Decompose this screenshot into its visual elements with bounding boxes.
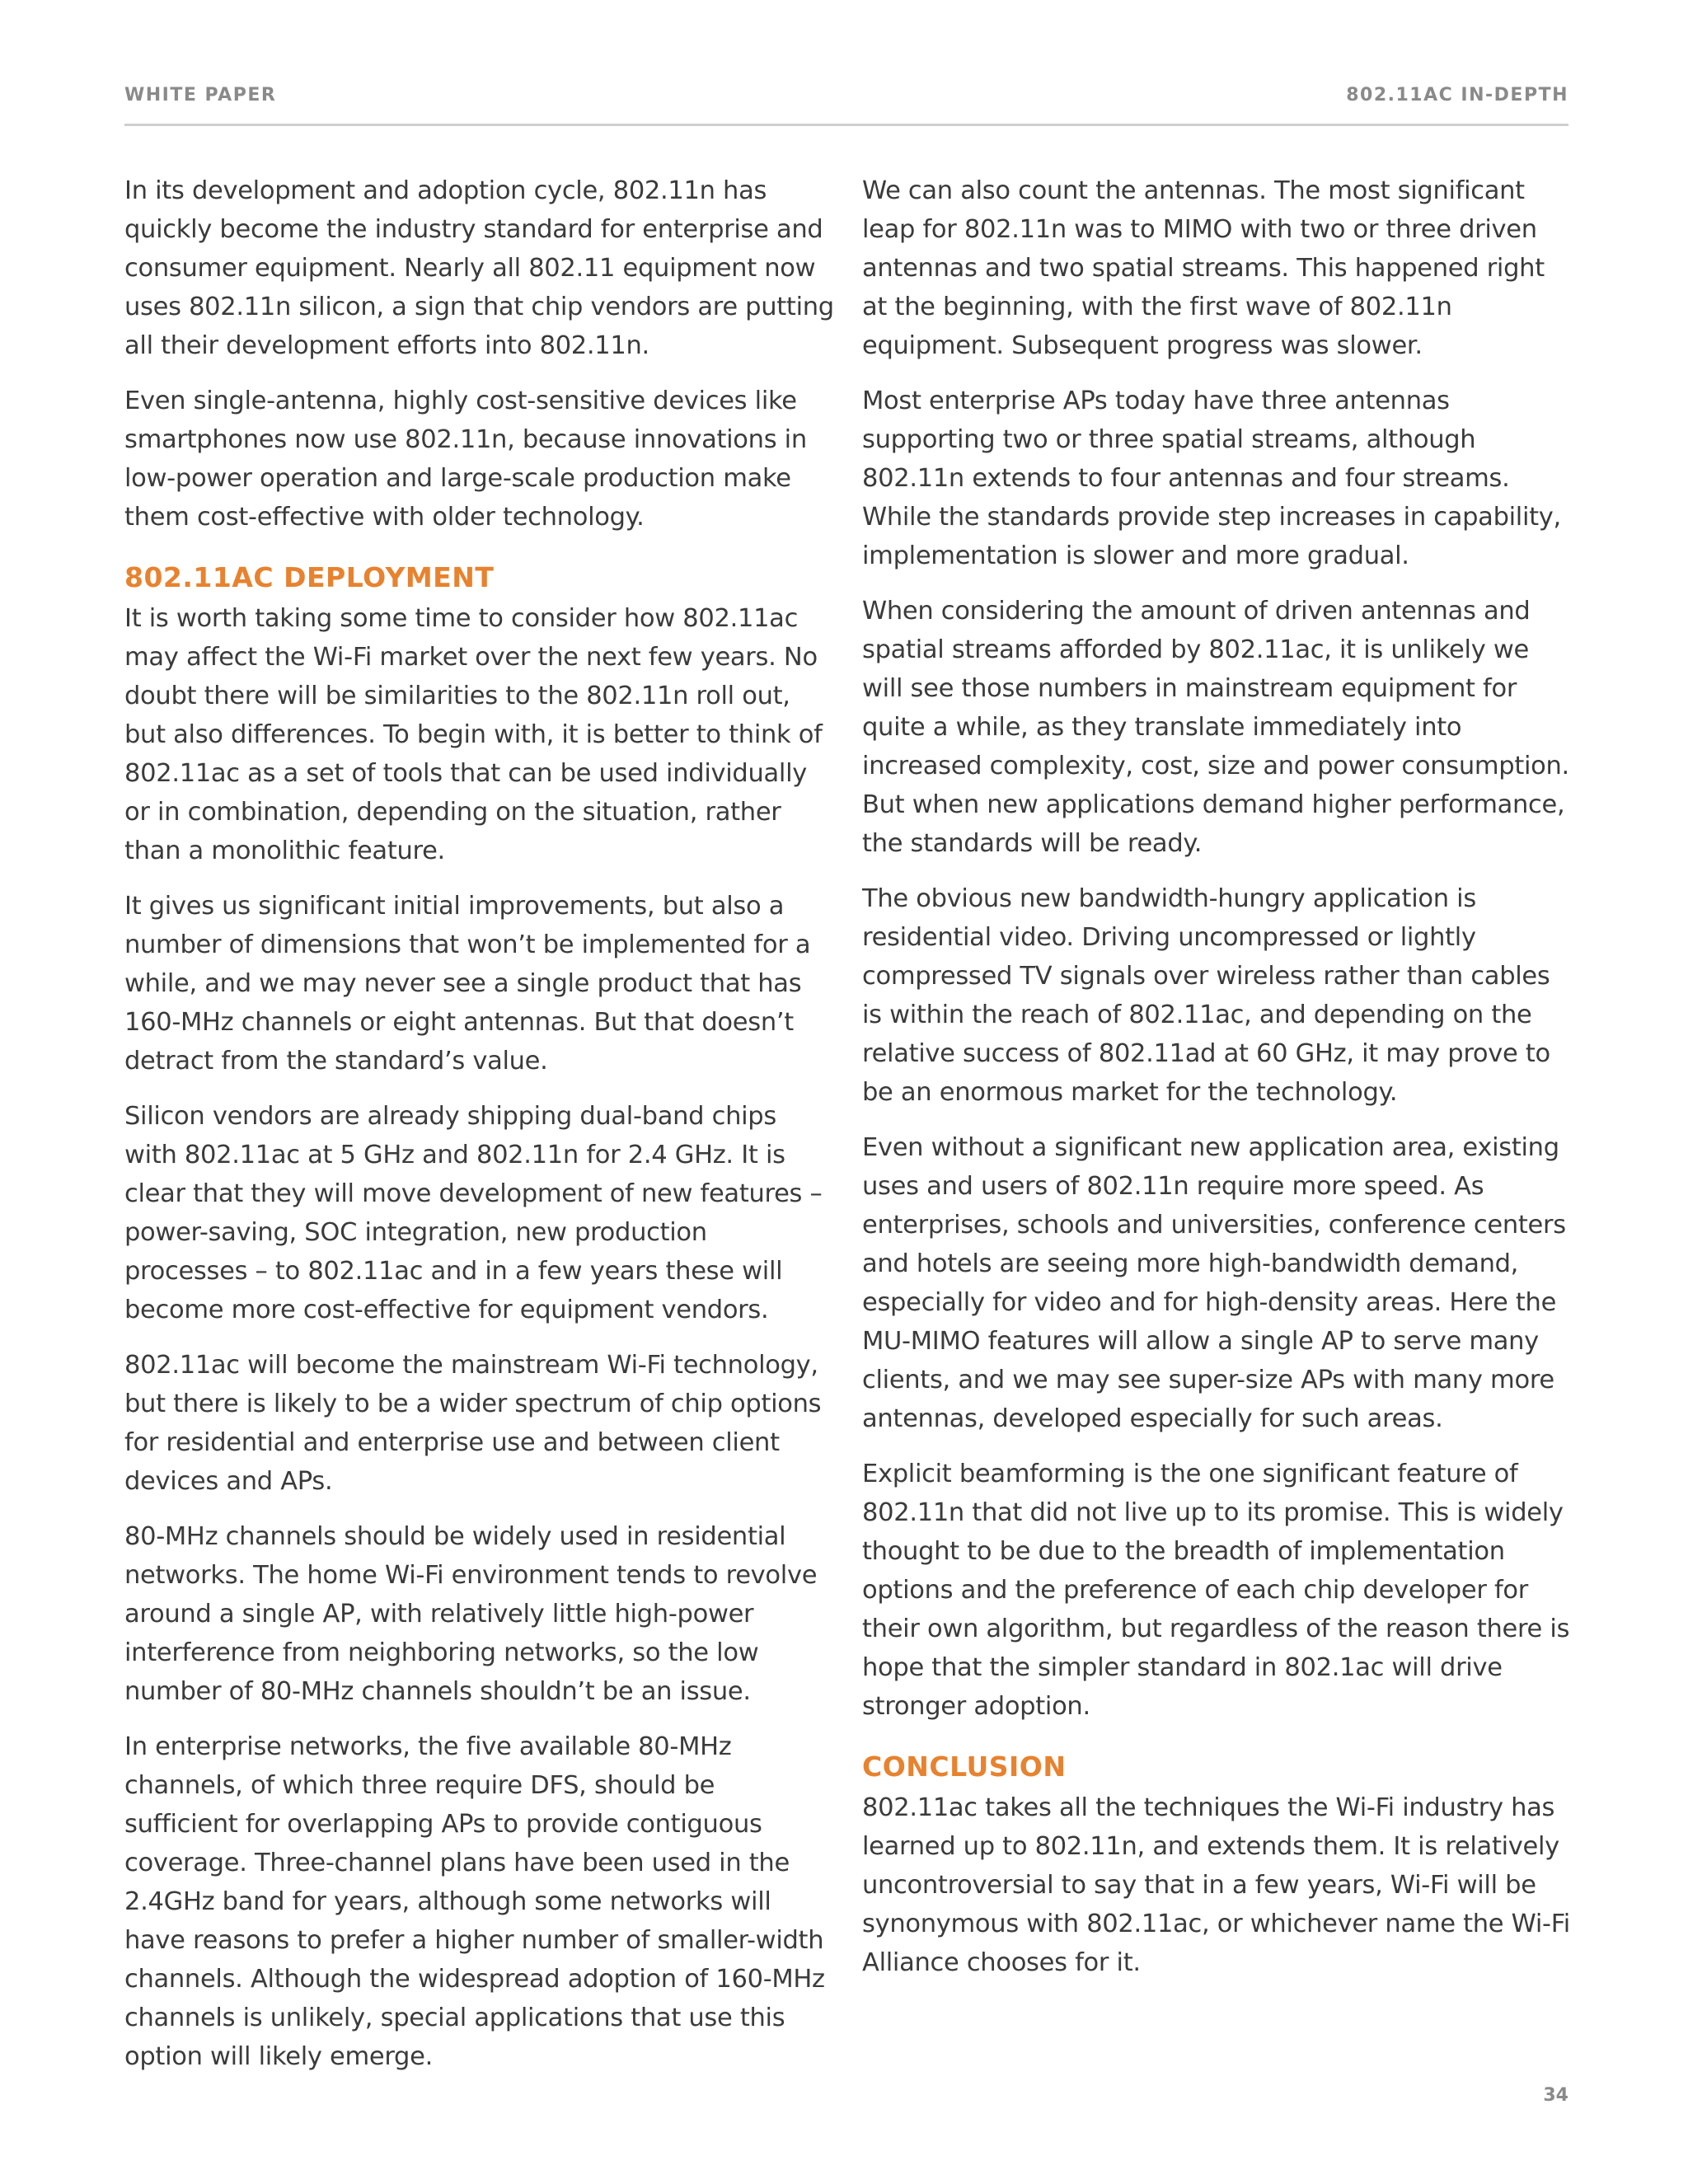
- paragraph: 80-MHz channels should be widely used in residential networks. The home Wi-Fi environment tends to revolve around a single AP, with relatively little high-power interference from neighboring networks, so the low number of 80-MHz channels shouldn’t be an issue.: [124, 1522, 818, 1706]
- right-column: [862, 171, 1573, 1999]
- paragraph: 802.11ac will become the mainstream Wi-Fi technology, but there is likely to be a wider spectrum of chip options for residential and enterprise use and between client devices and APs.: [124, 1351, 822, 1496]
- page-header: [124, 85, 1568, 110]
- header-document-type: WHITE PAPER: [124, 85, 277, 105]
- paragraph: Even without a significant new application area, existing uses and users of 802.11n require more speed. As enterprises, schools and universities, conference centers and hotels are seeing more high-bandwidth demand, especially for video and for high-density areas. Here the MU-MIMO features will allow a single AP to serve many clients, and we may see super-size APs with many more antennas, developed especially for such areas.: [862, 1133, 1566, 1433]
- paragraph: When considering the amount of driven antennas and spatial streams afforded by 802.11ac, it is unlikely we will see those numbers in mainstream equipment for quite a while, as they translate immediately into increased complexity, cost, size and power consumption. But when new applications demand higher performance, the standards will be ready.: [862, 597, 1569, 858]
- paragraph: It is worth taking some time to consider how 802.11ac may affect the Wi-Fi market over the next few years. No doubt there will be similarities to the 802.11n roll out, but also differences. To begin with, it is better to think of 802.11ac as a set of tools that can be used individually or in combination, depending on the situation, rather than a monolithic feature.: [124, 604, 823, 865]
- paragraph: 802.11ac takes all the techniques the Wi-Fi industry has learned up to 802.11n, and extends them. It is relatively uncontroversial to say that in a few years, Wi-Fi will be synonymous with 802.11ac, or whichever name the Wi-Fi Alliance chooses for it.: [862, 1793, 1570, 1977]
- paragraph: Most enterprise APs today have three antennas supporting two or three spatial streams, although 802.11n extends to four antennas and four streams. While the standards provide step increases in capability, implementation is slower and more gradual.: [862, 387, 1561, 570]
- paragraph: Silicon vendors are already shipping dual-band chips with 802.11ac at 5 GHz and 802.11n for 2.4 GHz. It is clear that they will move development of new features – power-saving, SOC integration, new production processes – to 802.11ac and in a few years these will become more cost-effective for equipment vendors.: [124, 1102, 823, 1324]
- section-heading-conclusion: CONCLUSION: [862, 1750, 1067, 1783]
- paragraph: In enterprise networks, the five available 80-MHz channels, of which three require DFS, should be sufficient for overlapping APs to provide contiguous coverage. Three-channel plans have been used in the 2.4GHz band for years, although some networks will have reasons to prefer a higher number of smaller-width channels. Although the widespread adoption of 160-MHz channels is unlikely, special applications that use this option will likely emerge.: [124, 1732, 825, 2071]
- paragraph: The obvious new bandwidth-hungry application is residential video. Driving uncompressed or lightly compressed TV signals over wireless rather than cables is within the reach of 802.11ac, and depending on the relative success of 802.11ad at 60 GHz, it may prove to be an enormous market for the technology.: [862, 884, 1550, 1107]
- section-heading-deployment: 802.11AC DEPLOYMENT: [124, 561, 495, 593]
- header-document-title: 802.11AC IN-DEPTH: [1346, 85, 1568, 105]
- left-column: [124, 171, 835, 2093]
- page-number: 34: [1543, 2085, 1568, 2106]
- header-divider: [124, 124, 1568, 126]
- paragraph: We can also count the antennas. The most significant leap for 802.11n was to MIMO with two or three driven antennas and two spatial streams. This happened right at the beginning, with the first wave of 802.11n equipment. Subsequent progress was slower.: [862, 176, 1545, 360]
- paragraph: It gives us significant initial improvements, but also a number of dimensions that won’t be implemented for a while, and we may never see a single product that has 160-MHz channels or eight antennas. But that doesn’t detract from the standard’s value.: [124, 892, 811, 1076]
- paragraph: In its development and adoption cycle, 802.11n has quickly become the industry standard for enterprise and consumer equipment. Nearly all 802.11 equipment now uses 802.11n silicon, a sign that chip vendors are putting all their development efforts into 802.11n.: [124, 176, 834, 360]
- paragraph: Even single-antenna, highly cost-sensitive devices like smartphones now use 802.11n, because innovations in low-power operation and large-scale production make them cost-effective with older technology.: [124, 387, 807, 532]
- paragraph: Explicit beamforming is the one significant feature of 802.11n that did not live up to its promise. This is widely thought to be due to the breadth of implementation options and the preference of each chip developer for their own algorithm, but regardless of the reason there is hope that the simpler standard in 802.1ac will drive stronger adoption.: [862, 1460, 1570, 1721]
